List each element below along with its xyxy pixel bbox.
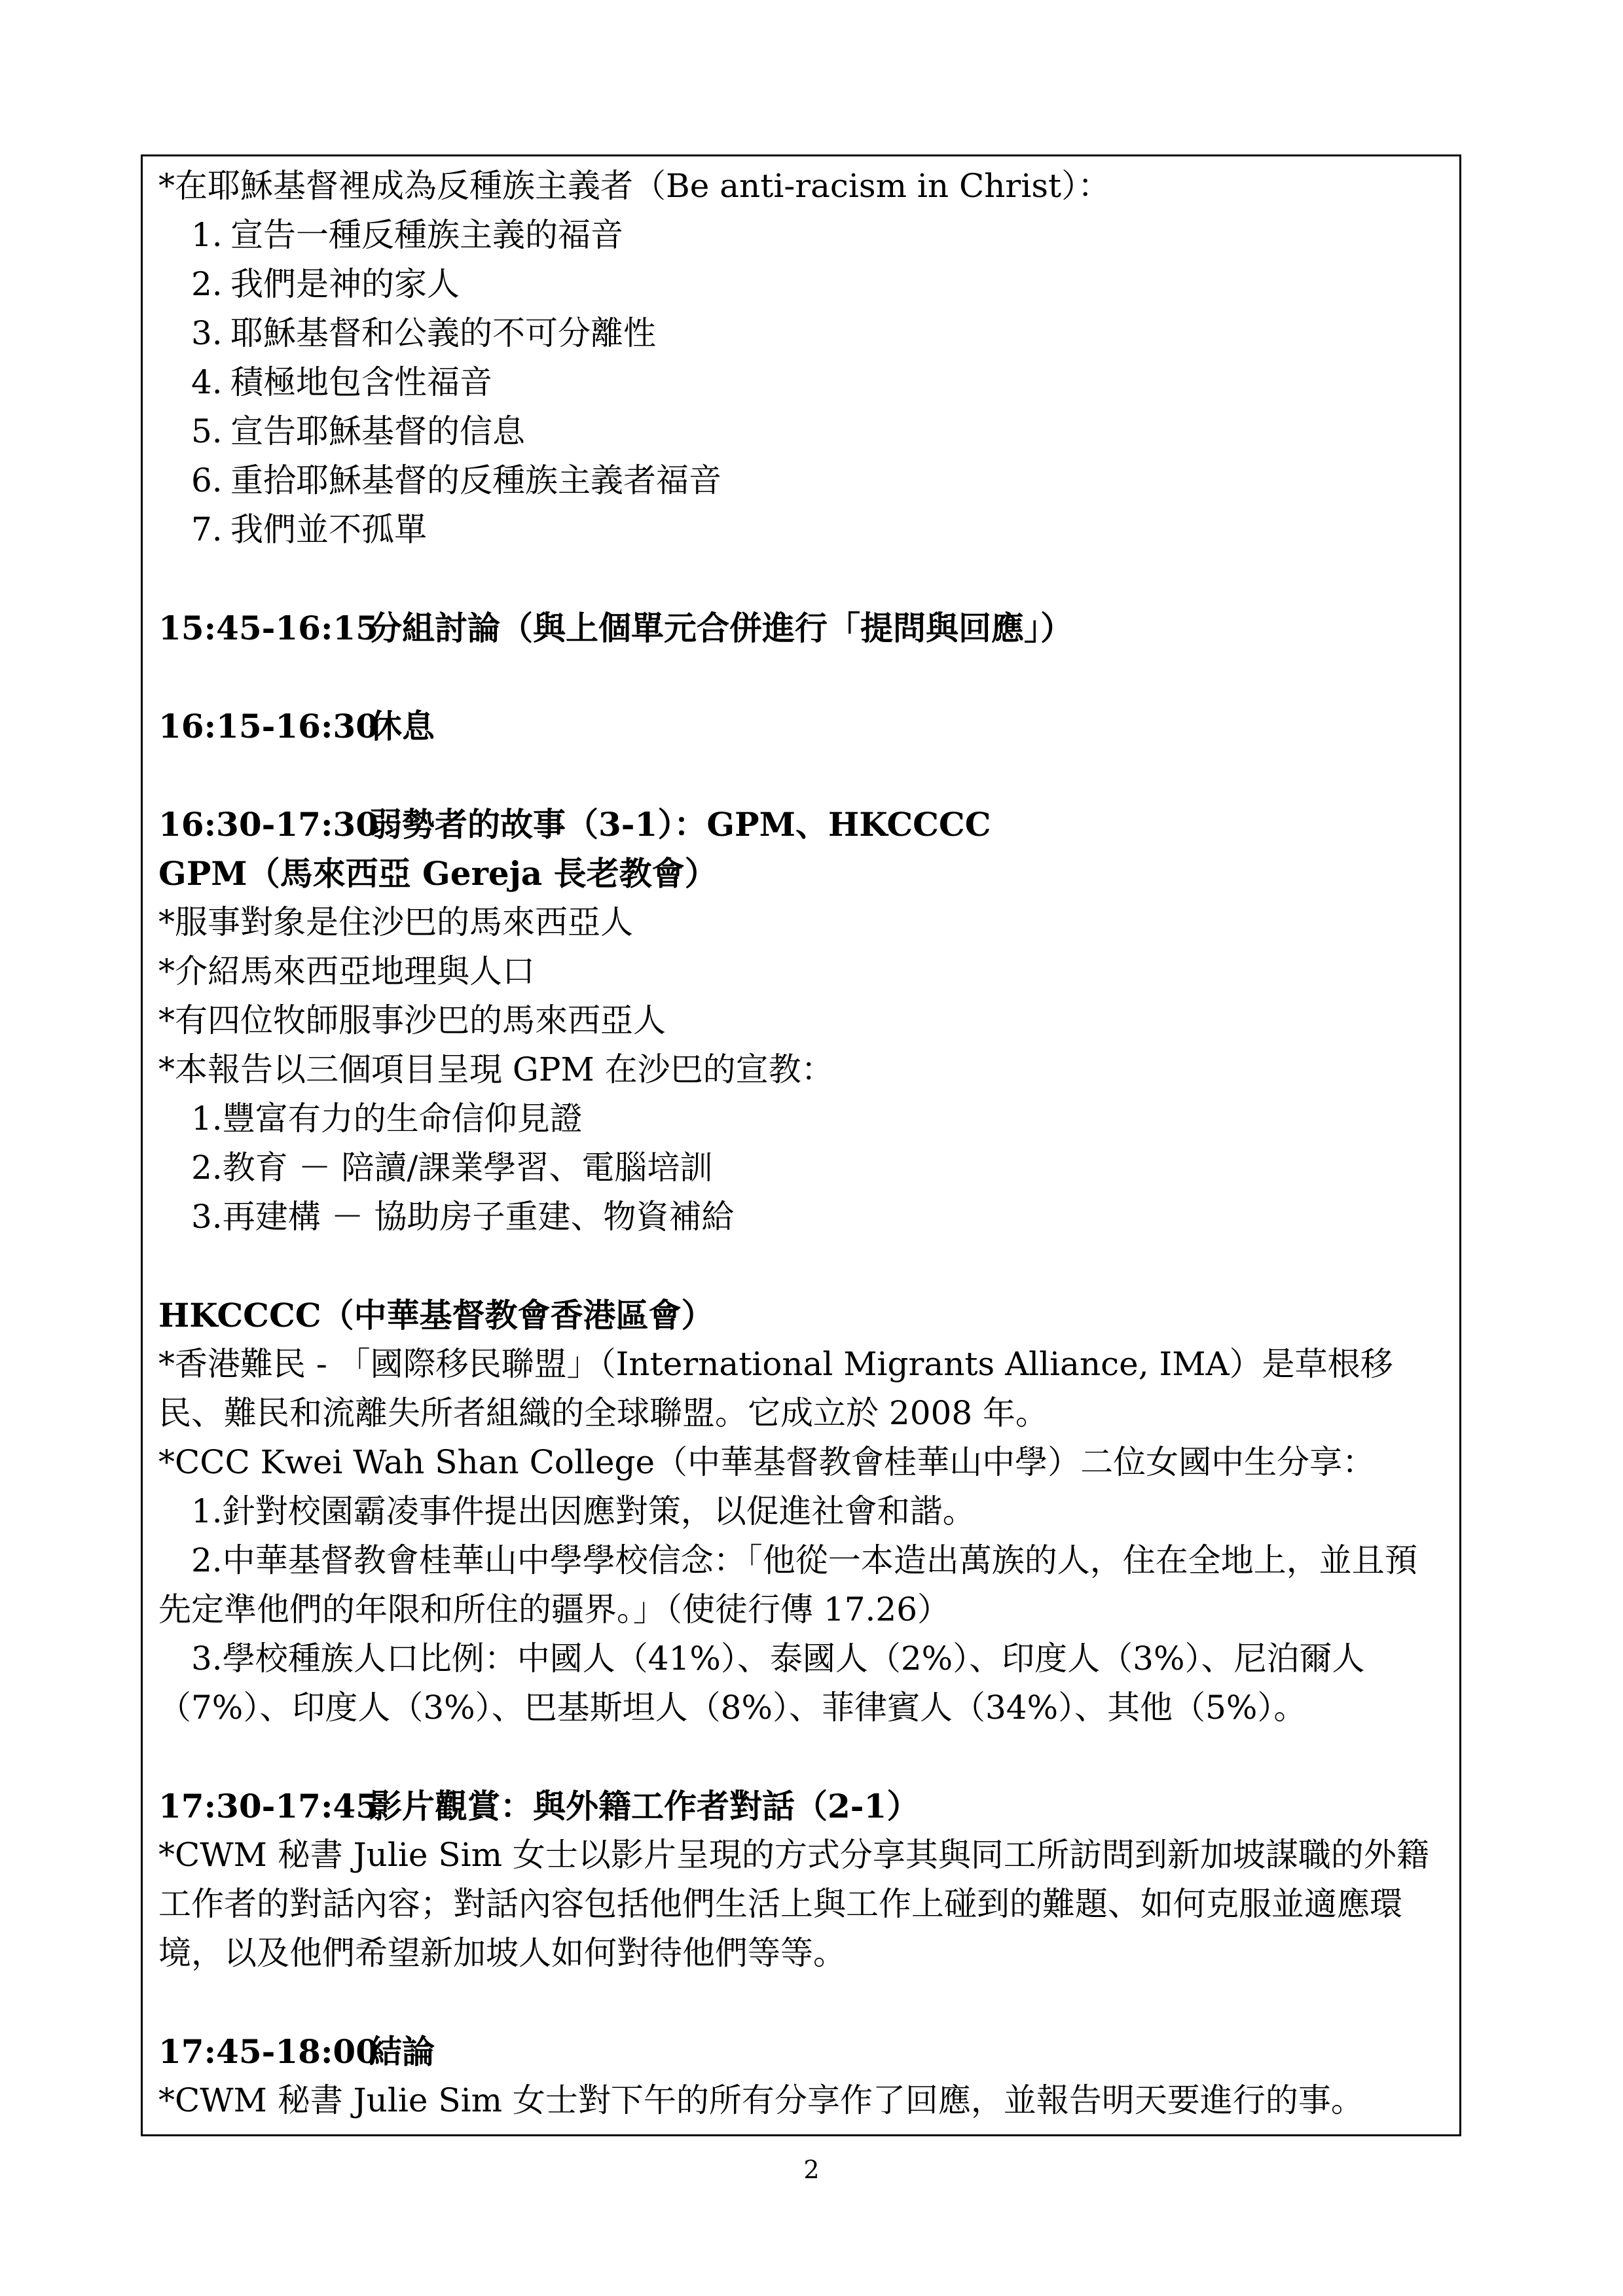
list-item-number: 4. xyxy=(191,363,223,401)
list-item-text: 我們是神的家人 xyxy=(230,265,460,303)
spacer xyxy=(158,554,1444,603)
session-title: 結論 xyxy=(369,2032,435,2071)
content-frame xyxy=(141,154,1461,2136)
session-break xyxy=(158,702,1444,751)
antiracism-heading: *在耶穌基督裡成為反種族主義者（Be anti-racism in Christ）： xyxy=(158,167,1111,205)
list-item-text: 宣告一種反種族主義的福音 xyxy=(230,216,623,254)
list-item xyxy=(191,260,1444,309)
list-item-number: 3. xyxy=(191,314,223,352)
film-paragraph: *CWM 秘書 Julie Sim 女士以影片呈現的方式分享其與同工所訪問到新加坡謀職的外籍工作者的對話內容；對話內容包括他們生活上與工作上碰到的難題、如何克服並適應環境，以及他們希望新加坡人如何對待他們等等。 xyxy=(158,1836,1429,1972)
page-number: 2 xyxy=(803,2155,820,2184)
session-discussion xyxy=(158,603,1444,653)
list-item xyxy=(191,456,1444,505)
spacer xyxy=(158,1242,1444,1291)
list-item-number: 5. xyxy=(191,412,223,450)
hkcccc-point: 1.針對校園霸凌事件提出因應對策，以促進社會和諧。 xyxy=(191,1492,976,1530)
session-title: 弱勢者的故事（3-1）：GPM、HKCCCC xyxy=(369,805,991,844)
spacer xyxy=(158,653,1444,702)
list-item-text: 我們並不孤單 xyxy=(230,511,427,548)
list-item-text: 宣告耶穌基督的信息 xyxy=(230,412,525,450)
hkcccc-point: 2.中華基督教會桂華山中學學校信念：「他從一本造出萬族的人，住在全地上，並且預先定準他們的年限和所住的疆界。」（使徒行傳 17.26） xyxy=(158,1541,1417,1628)
hkcccc-heading: HKCCCC（中華基督教會香港區會） xyxy=(158,1296,714,1335)
spacer xyxy=(158,1732,1444,1782)
gpm-bullet: *介紹馬來西亞地理與人口 xyxy=(158,952,535,990)
list-item xyxy=(191,211,1444,260)
list-item-number: 6. xyxy=(191,461,223,499)
gpm-bullet: *本報告以三個項目呈現 GPM 在沙巴的宣教： xyxy=(158,1050,834,1088)
list-item xyxy=(191,358,1444,407)
conclusion-paragraph: *CWM 秘書 Julie Sim 女士對下午的所有分享作了回應，並報告明天要進行的事。 xyxy=(158,2081,1364,2119)
list-item-number: 7. xyxy=(191,511,223,548)
list-item-text: 耶穌基督和公義的不可分離性 xyxy=(230,314,656,352)
list-item-text: 重拾耶穌基督的反種族主義者福音 xyxy=(230,461,721,499)
session-title: 休息 xyxy=(369,707,435,745)
hkcccc-point: 3.學校種族人口比例：中國人（41%）、泰國人（2%）、印度人（3%）、尼泊爾人（7%）、印度人（3%）、巴基斯坦人（8%）、菲律賓人（34%）、其他（5%）。 xyxy=(158,1640,1365,1727)
session-title: 分組討論（與上個單元合併進行「提問與回應」） xyxy=(369,609,1073,647)
session-title: 影片觀賞：與外籍工作者對話（2-1） xyxy=(369,1787,920,1825)
hkcccc-ima-paragraph: *香港難民 - 「國際移民聯盟」（International Migrants Alliance, IMA）是草根移民、難民和流離失所者組織的全球聯盟。它成立於 2008 年。 xyxy=(158,1345,1393,1432)
hkcccc-college-line: *CCC Kwei Wah Shan College（中華基督教會桂華山中學）二位女國中生分享： xyxy=(158,1443,1376,1481)
gpm-item: 1.豐富有力的生命信仰見證 xyxy=(191,1100,583,1138)
gpm-item: 2.教育 － 陪讀/課業學習、電腦培訓 xyxy=(191,1149,713,1187)
session-time: 15:45-16:15 xyxy=(158,609,378,647)
session-time: 16:30-17:30 xyxy=(158,805,378,844)
spacer xyxy=(158,751,1444,800)
gpm-item: 3.再建構 － 協助房子重建、物資補給 xyxy=(191,1198,735,1236)
antiracism-list xyxy=(158,211,1444,554)
list-item-text: 積極地包含性福音 xyxy=(230,363,492,401)
session-time: 16:15-16:30 xyxy=(158,707,378,745)
gpm-bullet: *服事對象是住沙巴的馬來西亞人 xyxy=(158,903,633,941)
list-item-number: 2. xyxy=(191,265,223,303)
session-film xyxy=(158,1782,1444,1831)
list-item xyxy=(191,309,1444,358)
session-time: 17:45-18:00 xyxy=(158,2032,378,2071)
gpm-heading: GPM（馬來西亞 Gereja 長老教會） xyxy=(158,854,718,893)
session-time: 17:30-17:45 xyxy=(158,1787,378,1825)
gpm-bullet: *有四位牧師服事沙巴的馬來西亞人 xyxy=(158,1001,666,1039)
list-item-number: 1. xyxy=(191,216,223,254)
spacer xyxy=(158,1978,1444,2027)
session-conclusion xyxy=(158,2027,1444,2076)
list-item xyxy=(191,505,1444,554)
session-stories xyxy=(158,800,1444,849)
list-item xyxy=(191,407,1444,456)
